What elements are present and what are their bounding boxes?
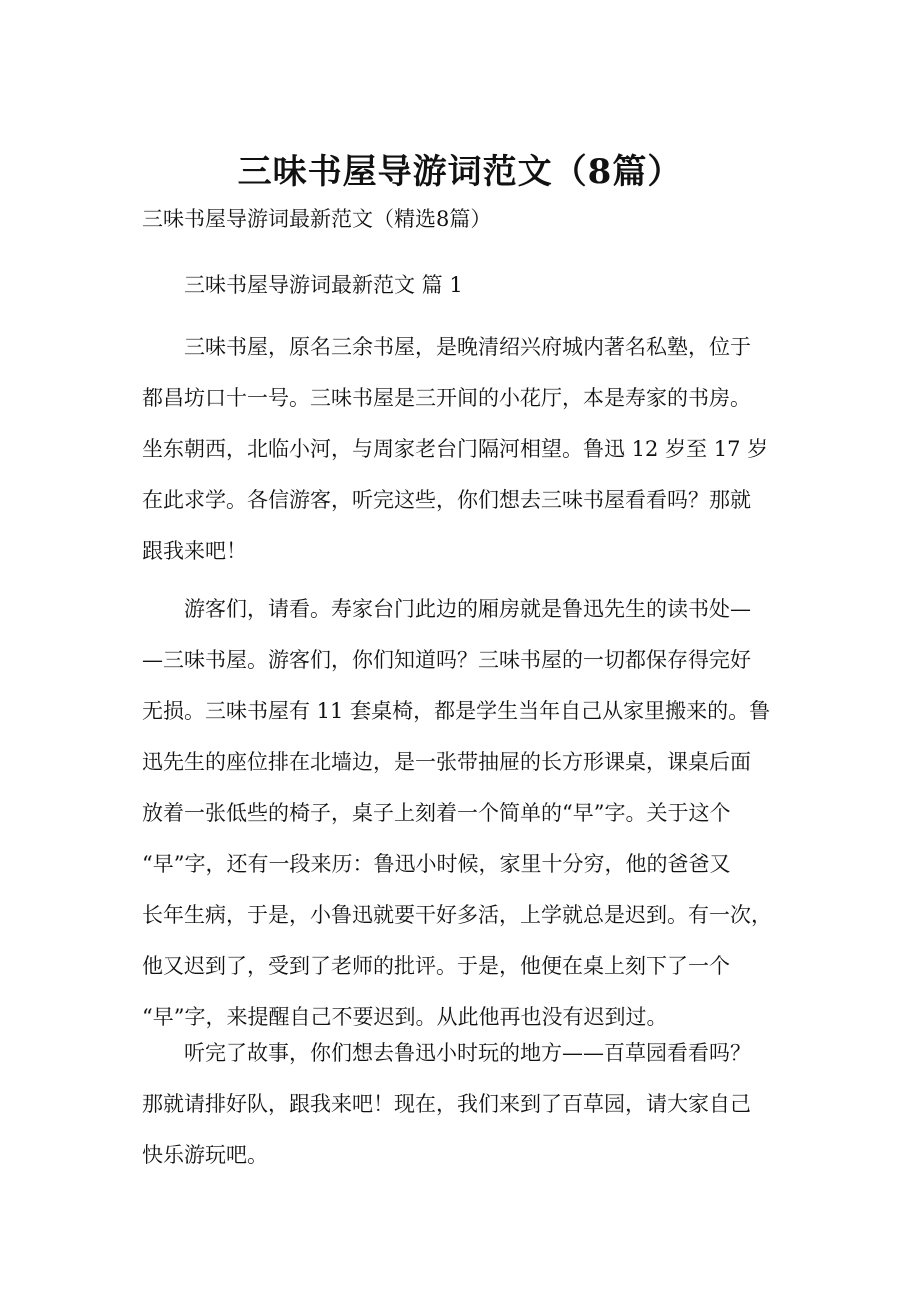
paragraph-2	[142, 584, 802, 1043]
document-title: 三味书屋导游词范文（8篇）	[237, 152, 683, 192]
paragraph-line: 放着一张低些的椅子，桌子上刻着一个简单的“早”字。关于这个	[142, 801, 731, 825]
paragraph-line: 在此求学。各信游客，听完这些，你们想去三味书屋看看吗？那就	[142, 488, 751, 512]
paragraph-line: 都昌坊口十一号。三味书屋是三开间的小花厅，本是寿家的书房。	[142, 386, 751, 410]
paragraph-line: 游客们，请看。寿家台门此边的厢房就是鲁迅先生的读书处—	[184, 597, 751, 621]
paragraph-line: 无损。三味书屋有 11 套桌椅，都是学生当年自己从家里搬来的。鲁	[142, 699, 771, 723]
paragraph-line: 三味书屋，原名三余书屋，是晚清绍兴府城内著名私塾，位于	[184, 335, 751, 359]
paragraph-line: 长年生病，于是，小鲁迅就要干好多活，上学就总是迟到。有一次，	[142, 903, 772, 927]
paragraph-line: 跟我来吧！	[142, 539, 247, 563]
document-subtitle: 三味书屋导游词最新范文（精选8篇）	[142, 207, 492, 231]
paragraph-1	[142, 322, 802, 577]
paragraph-line: 坐东朝西，北临小河，与周家老台门隔河相望。鲁迅 12 岁至 17 岁	[142, 437, 769, 461]
paragraph-line: 听完了故事，你们想去鲁迅小时玩的地方——百草园看看吗？	[184, 1041, 751, 1065]
paragraph-line: 快乐游玩吧。	[142, 1143, 268, 1167]
paragraph-line: 迅先生的座位排在北墙边，是一张带抽屉的长方形课桌，课桌后面	[142, 750, 751, 774]
paragraph-line: “早”字，来提醒自己不要迟到。从此他再也没有迟到过。	[142, 1005, 668, 1029]
paragraph-line: —三味书屋。游客们，你们知道吗？三味书屋的一切都保存得完好	[142, 648, 751, 672]
paragraph-line: 他又迟到了，受到了老师的批评。于是，他便在桌上刻下了一个	[142, 954, 730, 978]
paragraph-3	[142, 1028, 802, 1181]
paragraph-line: 那就请排好队，跟我来吧！现在，我们来到了百草园，请大家自己	[142, 1092, 751, 1116]
section-heading: 三味书屋导游词最新范文 篇 1	[184, 273, 463, 297]
paragraph-line: “早”字，还有一段来历：鲁迅小时候，家里十分穷，他的爸爸又	[142, 852, 731, 876]
